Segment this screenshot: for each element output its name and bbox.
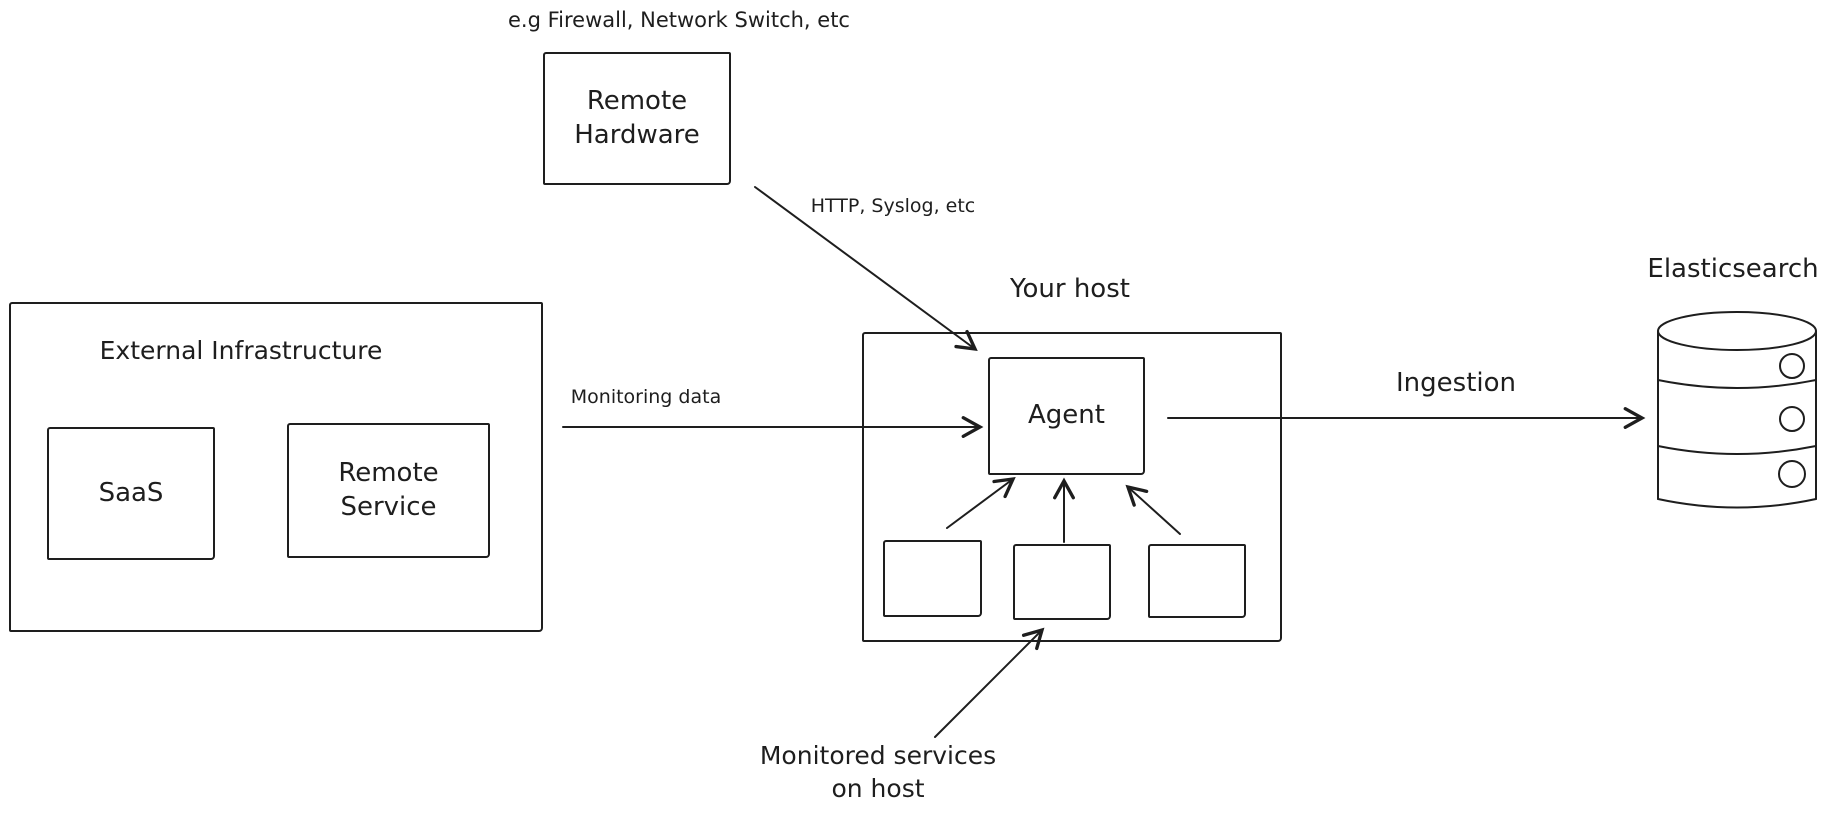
cylinder-bottom-curve <box>1658 499 1816 508</box>
hardware-note-label: e.g Firewall, Network Switch, etc <box>508 8 850 32</box>
remote-service-label: Remote Service <box>338 457 439 522</box>
cylinder-dot-2 <box>1780 407 1804 431</box>
monitoring-data-label: Monitoring data <box>570 386 722 408</box>
remote-service-box <box>287 423 490 558</box>
cylinder-divider-2 <box>1658 446 1816 454</box>
saas-label: SaaS <box>98 477 164 508</box>
monitored-service-box-2 <box>1013 544 1111 620</box>
monitored-services-arrow <box>935 630 1042 737</box>
agent-box <box>988 357 1145 475</box>
your-host-label: Your host <box>1010 274 1130 304</box>
monitored-service-box-3 <box>1148 544 1246 618</box>
elasticsearch-label: Elasticsearch <box>1647 254 1819 284</box>
external-infrastructure-title: External Infrastructure <box>99 336 383 365</box>
cylinder-dot-3 <box>1779 461 1805 487</box>
cylinder-dot-1 <box>1780 354 1804 378</box>
monitored-services-label: Monitored services on host <box>759 741 997 803</box>
http-protocols-label: HTTP, Syslog, etc <box>810 195 976 217</box>
cylinder-top-ellipse <box>1658 312 1816 350</box>
remote-hardware-label: Remote Hardware <box>574 85 700 150</box>
agent-label: Agent <box>1028 400 1105 431</box>
remote-hardware-box <box>543 52 731 185</box>
saas-box <box>47 427 215 560</box>
cylinder-divider-1 <box>1658 380 1816 388</box>
ingestion-label: Ingestion <box>1396 368 1516 398</box>
elasticsearch-database-icon <box>1658 312 1816 508</box>
monitored-service-box-1 <box>883 540 982 617</box>
